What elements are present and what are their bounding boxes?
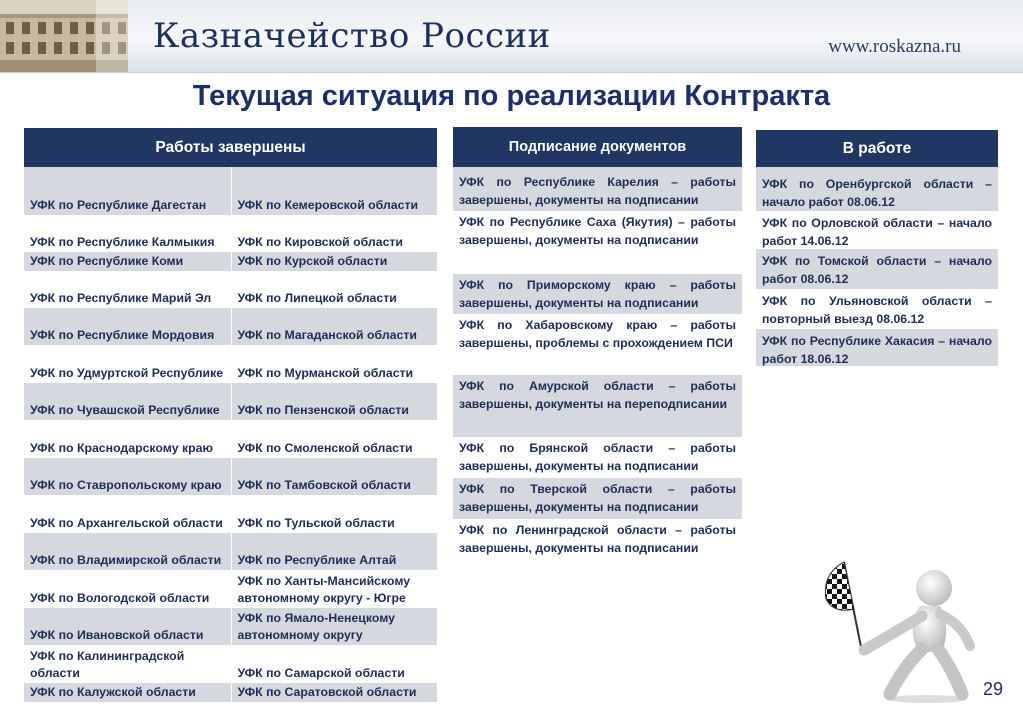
in-progress-list [756, 167, 998, 366]
table-cell: УФК по Кировской области [231, 215, 437, 252]
signing-column [453, 127, 742, 561]
page-number: 29 [982, 679, 1003, 699]
in-progress-heading: В работе [756, 130, 998, 167]
table-cell: УФК по Тамбовской области [231, 458, 437, 495]
completed-heading: Работы завершены [24, 128, 437, 167]
header-banner [0, 0, 1023, 73]
table-cell: УФК по Чувашской Республике [24, 383, 231, 420]
list-item: УФК по Тверской области – работы завершены, документы на подписании [453, 478, 742, 519]
list-item: УФК по Приморскому краю – работы завершены, документы на подписании [453, 274, 742, 314]
list-item: УФК по Ульяновской области – повторный выезд 08.06.12 [756, 289, 998, 329]
table-cell: УФК по Тульской области [231, 495, 437, 533]
table-cell: УФК по Ивановской области [24, 608, 231, 645]
table-row [24, 271, 437, 308]
list-item: УФК по Томской области – начало работ 08.06.12 [756, 249, 998, 289]
in-progress-column [756, 130, 998, 366]
table-row [24, 308, 437, 345]
table-cell: УФК по Калининградской области [24, 645, 231, 683]
table-cell: УФК по Республике Калмыкия [24, 215, 231, 252]
table-cell: УФК по Республике Дагестан [24, 167, 231, 215]
table-row [24, 215, 437, 252]
table-cell: УФК по Саратовской области [231, 683, 437, 702]
website-url[interactable]: www.roskazna.ru [828, 36, 961, 57]
table-cell: УФК по Самарской области [231, 645, 437, 683]
table-cell: УФК по Республике Коми [24, 252, 231, 271]
table-row [24, 345, 437, 383]
table-cell: УФК по Республике Мордовия [24, 308, 231, 345]
table-cell: УФК по Кемеровской области [231, 167, 437, 215]
table-row [24, 533, 437, 570]
completed-column [24, 128, 437, 702]
signing-list [453, 167, 742, 561]
table-cell: УФК по Мурманской области [231, 345, 437, 383]
table-row [24, 252, 437, 271]
table-cell: УФК по Смоленской области [231, 420, 437, 458]
list-item: УФК по Хабаровскому краю – работы завершены, проблемы с прохождением ПСИ [453, 314, 742, 375]
table-row [24, 645, 437, 683]
slide-title: Текущая ситуация по реализации Контракта [192, 80, 831, 112]
table-cell: УФК по Республике Алтай [231, 533, 437, 570]
signing-heading: Подписание документов [453, 127, 742, 167]
table-cell: УФК по Магаданской области [231, 308, 437, 345]
table-cell: УФК по Удмуртской Республике [24, 345, 231, 383]
table-cell: УФК по Архангельской области [24, 495, 231, 533]
table-cell: УФК по Калужской области [24, 683, 231, 702]
list-item: УФК по Республике Саха (Якутия) – работы завершены, документы на подписании [453, 211, 742, 274]
table-cell: УФК по Ставропольскому краю [24, 458, 231, 495]
list-item: УФК по Оренбургской области – начало работ 08.06.12 [756, 167, 998, 211]
table-row [24, 495, 437, 533]
table-row [24, 608, 437, 645]
table-row [24, 383, 437, 420]
table-cell: УФК по Владимирской области [24, 533, 231, 570]
table-cell: УФК по Ханты-Мансийскому автономному округу - Югре [231, 570, 437, 608]
table-cell: УФК по Вологодской области [24, 570, 231, 608]
table-row [24, 458, 437, 495]
table-cell: УФК по Липецкой области [231, 271, 437, 308]
table-row [24, 167, 437, 215]
building-image [0, 0, 128, 72]
brand-name: Казначейство России [153, 16, 551, 56]
figure-with-checkered-flag [812, 554, 982, 704]
table-cell: УФК по Пензенской области [231, 383, 437, 420]
list-item: УФК по Амурской области – работы завершены, документы на переподписании [453, 375, 742, 437]
list-item: УФК по Республике Хакасия – начало работ 18.06.12 [756, 329, 998, 366]
list-item: УФК по Орловской области – начало работ 14.06.12 [756, 211, 998, 249]
table-row [24, 420, 437, 458]
table-cell: УФК по Республике Марий Эл [24, 271, 231, 308]
table-row [24, 683, 437, 702]
table-row [24, 570, 437, 608]
list-item: УФК по Брянской области – работы завершены, документы на подписании [453, 437, 742, 478]
completed-table [24, 167, 438, 702]
list-item: УФК по Ленинградской области – работы завершены, документы на подписании [453, 519, 742, 561]
table-cell: УФК по Краснодарскому краю [24, 420, 231, 458]
table-cell: УФК по Курской области [231, 252, 437, 271]
list-item: УФК по Республике Карелия – работы завершены, документы на подписании [453, 167, 742, 211]
table-cell: УФК по Ямало-Ненецкому автономному округу [231, 608, 437, 645]
